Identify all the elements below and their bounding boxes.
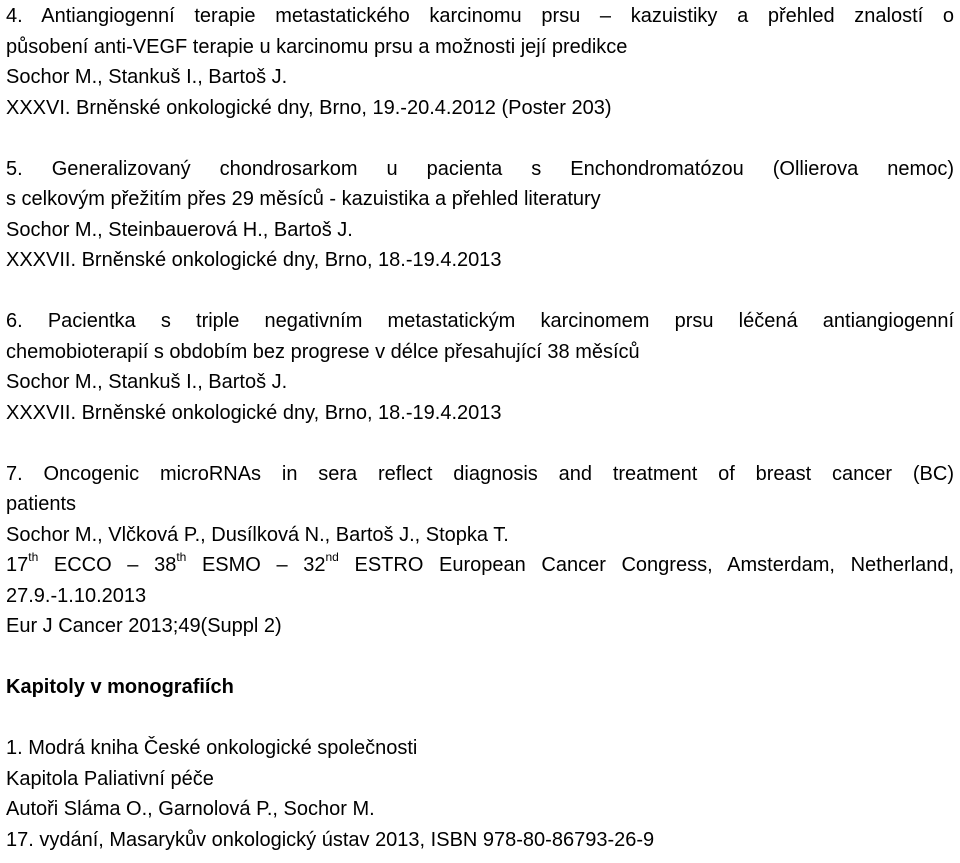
entry-title-line: 5. Generalizovaný chondrosarkom u pacienta s Enchondromatózou (Ollierova nemoc) <box>6 157 954 180</box>
monograph-entry-1 <box>6 733 954 855</box>
entry-venue: XXXVII. Brněnské onkologické dny, Brno, 18.-19.4.2013 <box>6 249 502 271</box>
entry-authors: Sochor M., Stankuš I., Bartoš J. <box>6 66 288 88</box>
entry-venue: XXXVII. Brněnské onkologické dny, Brno, 18.-19.4.2013 <box>6 401 502 424</box>
publication-entry-5 <box>6 154 954 276</box>
congress-text: ESMO – 32 <box>186 554 326 576</box>
congress-text: ECCO – 38 <box>38 554 177 576</box>
monograph-chapter: Kapitola Paliativní péče <box>6 767 214 790</box>
entry-authors: Sochor M., Steinbauerová H., Bartoš J. <box>6 218 353 241</box>
congress-text: ESTRO European Cancer Congress, Amsterdam, Netherland, <box>338 554 955 576</box>
entry-title-line: patients <box>6 493 77 515</box>
spacer <box>6 123 954 154</box>
publication-entry-4 <box>6 1 954 123</box>
publication-entry-7 <box>6 459 954 642</box>
entry-journal: Eur J Cancer 2013;49(Suppl 2) <box>6 615 282 637</box>
entry-venue: XXXVI. Brněnské onkologické dny, Brno, 19.-20.4.2012 (Poster 203) <box>6 96 612 119</box>
monograph-title: 1. Modrá kniha České onkologické společnosti <box>6 737 418 759</box>
congress-number: 17 <box>6 554 29 576</box>
spacer <box>6 642 954 673</box>
entry-title-line: 6. Pacientka s triple negativním metastatickým karcinomem prsu léčená antiangiogenní <box>6 310 954 332</box>
document-page <box>6 1 954 855</box>
monograph-publication: 17. vydání, Masarykův onkologický ústav 2013, ISBN 978-80-86793-26-9 <box>6 828 655 851</box>
entry-dates: 27.9.-1.10.2013 <box>6 584 147 607</box>
congress-ordinal: th <box>28 550 39 564</box>
spacer <box>6 276 954 307</box>
entry-title-line: 7. Oncogenic microRNAs in sera reflect diagnosis and treatment of breast cancer (BC) <box>6 462 954 485</box>
entry-authors: Sochor M., Vlčková P., Dusílková N., Bartoš J., Stopka T. <box>6 523 509 546</box>
entry-authors: Sochor M., Stankuš I., Bartoš J. <box>6 371 288 393</box>
entry-title-line: s celkovým přežitím přes 29 měsíců - kazuistika a přehled literatury <box>6 188 601 210</box>
spacer <box>6 428 954 459</box>
congress-ordinal: th <box>176 550 187 564</box>
publication-entry-6 <box>6 306 954 428</box>
entry-title-line: 4. Antiangiogenní terapie metastatického karcinomu prsu – kazuistiky a přehled znalostí o <box>6 5 954 27</box>
section-heading: Kapitoly v monografiích <box>6 676 234 698</box>
congress-ordinal: nd <box>325 550 339 564</box>
entry-title-line: chemobioterapií s obdobím bez progrese v délce přesahující 38 měsíců <box>6 340 640 363</box>
entry-title-line: působení anti-VEGF terapie u karcinomu prsu a možnosti její predikce <box>6 35 628 58</box>
entry-congress <box>6 550 954 581</box>
spacer <box>6 703 954 734</box>
monograph-authors: Autoři Sláma O., Garnolová P., Sochor M. <box>6 798 375 820</box>
